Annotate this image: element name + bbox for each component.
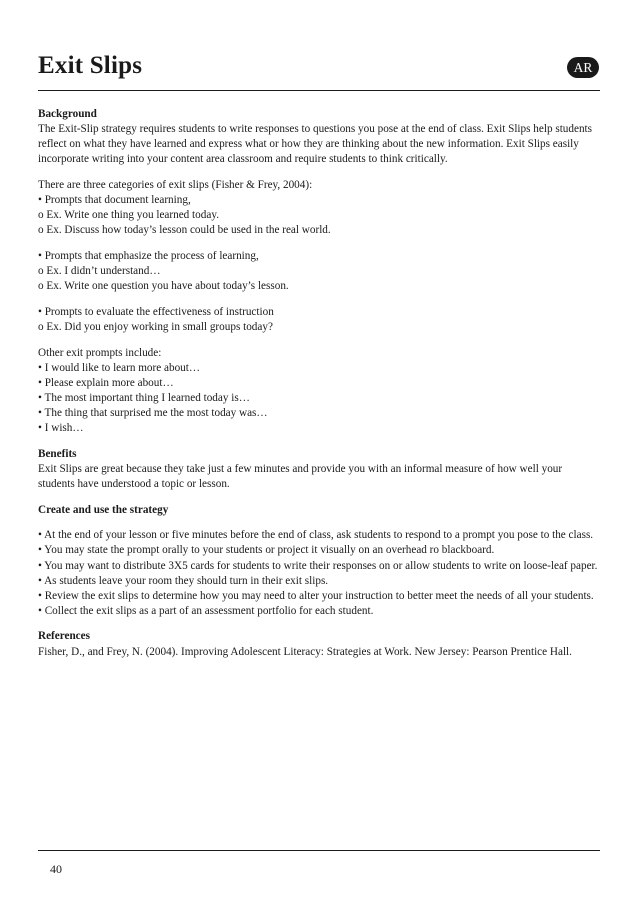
section-badge: AR [567, 57, 599, 78]
list-item: o Ex. I didn’t understand… [38, 265, 161, 278]
list-item: o Ex. Did you enjoy working in small groups today? [38, 320, 273, 333]
list-item: • The most important thing I learned today is… [38, 391, 250, 404]
reference-entry: Fisher, D., and Frey, N. (2004). Improving Adolescent Literacy: Strategies at Work. New Jersey: Pearson Prentice Hall. [38, 645, 572, 658]
list-item: • I wish… [38, 422, 84, 435]
list-item: o Ex. Write one thing you learned today. [38, 209, 219, 222]
page-number: 40 [50, 862, 62, 876]
list-item: • Collect the exit slips as a part of an assessment portfolio for each student. [38, 604, 374, 617]
list-item: • As students leave your room they should turn in their exit slips. [38, 574, 329, 587]
list-item: • Please explain more about… [38, 376, 174, 389]
page-title: Exit Slips [38, 52, 143, 79]
references-heading: References [38, 630, 90, 643]
list-item: o Ex. Write one question you have about today’s lesson. [38, 280, 289, 293]
benefits-paragraph: Exit Slips are great because they take just a few minutes and provide you with an informal measure of how well your students have understood a topic or lesson. [38, 462, 563, 490]
other-prompts-intro: Other exit prompts include: [38, 346, 162, 359]
header-rule [38, 90, 600, 91]
list-item: • Prompts that emphasize the process of learning, [38, 249, 259, 262]
list-item: • I would like to learn more about… [38, 361, 201, 374]
background-paragraph: The Exit-Slip strategy requires students to write responses to questions you pose at the end of class. Exit Slips help students reflect on what they have learned and express what or how they are thinking about the new information. Exit Slips easily incorporate writing into your content area classroom and require students to think critically. [38, 123, 593, 166]
list-item: o Ex. Discuss how today’s lesson could be used in the real world. [38, 224, 331, 237]
list-item: • At the end of your lesson or five minutes before the end of class, ask students to respond to a prompt you pose to the class. [38, 529, 594, 542]
create-heading: Create and use the strategy [38, 503, 169, 516]
categories-intro: There are three categories of exit slips (Fisher & Frey, 2004): [38, 178, 313, 191]
benefits-heading: Benefits [38, 447, 77, 460]
list-item: • You may state the prompt orally to your students or project it visually on an overhead ro blackboard. [38, 544, 495, 557]
list-item: • You may want to distribute 3X5 cards for students to write their responses on or allow students to write on loose-leaf paper. [38, 559, 598, 572]
list-item: • Prompts to evaluate the effectiveness of instruction [38, 305, 274, 318]
document-body [38, 107, 598, 660]
list-item: • Prompts that document learning, [38, 194, 191, 207]
list-item: • The thing that surprised me the most today was… [38, 406, 268, 419]
background-heading: Background [38, 108, 97, 120]
list-item: • Review the exit slips to determine how you may need to alter your instruction to better meet the needs of all your students. [38, 589, 594, 602]
footer-rule [38, 850, 600, 851]
